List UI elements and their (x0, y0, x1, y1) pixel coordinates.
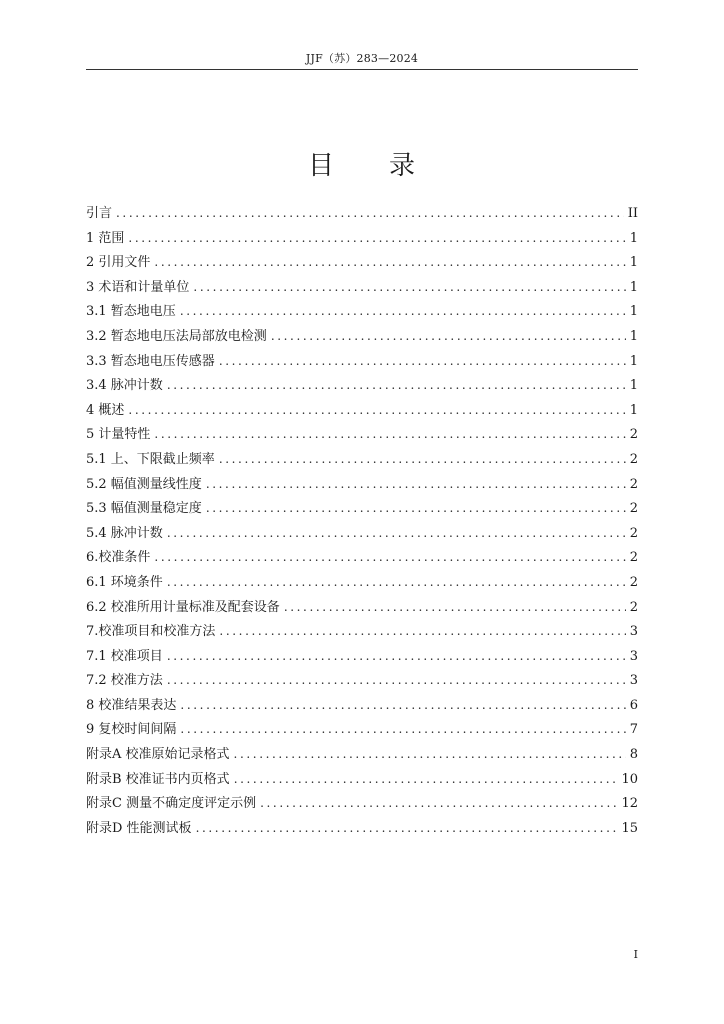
toc-entry-label: 8 校准结果表达 (86, 697, 177, 713)
toc-leader-dots (260, 791, 617, 816)
toc-leader-dots (180, 693, 625, 718)
header-rule (86, 69, 638, 70)
toc-leader-dots (167, 373, 626, 398)
toc-entry[interactable] (86, 570, 638, 595)
toc-entry-label: 5.4 脉冲计数 (86, 525, 163, 541)
toc-entry-page: 1 (629, 353, 638, 369)
toc-leader-dots (219, 349, 626, 374)
toc-leader-dots (128, 226, 625, 251)
toc-leader-dots (154, 422, 625, 447)
toc-entry-label: 6.2 校准所用计量标准及配套设备 (86, 599, 280, 615)
toc-entry-label: 5.1 上、下限截止频率 (86, 451, 215, 467)
toc-leader-dots (219, 619, 625, 644)
toc-leader-dots (219, 447, 626, 472)
toc-leader-dots (193, 275, 625, 300)
toc-entry-page: 1 (629, 279, 638, 295)
toc-entry[interactable] (86, 521, 638, 546)
toc-leader-dots (180, 299, 626, 324)
toc-entry[interactable] (86, 250, 638, 275)
toc-entry[interactable] (86, 767, 638, 792)
toc-entry-page: 3 (629, 648, 638, 664)
toc-entry[interactable] (86, 324, 638, 349)
toc-entry-page: 1 (629, 230, 638, 246)
toc-entry[interactable] (86, 226, 638, 251)
toc-leader-dots (234, 742, 626, 767)
toc-entry-label: 附录B 校准证书内页格式 (86, 771, 230, 787)
toc-entry-label: 1 范围 (86, 230, 125, 246)
toc-leader-dots (271, 324, 626, 349)
toc-entry-label: 3 术语和计量单位 (86, 279, 190, 295)
toc-leader-dots (167, 570, 626, 595)
title-char-2: 录 (389, 151, 417, 182)
toc-leader-dots (154, 545, 625, 570)
toc-entry-label: 附录C 测量不确定度评定示例 (86, 796, 257, 812)
toc-entry-page: 1 (629, 402, 638, 418)
page-number: I (633, 948, 638, 961)
toc-entry-page: 2 (629, 599, 638, 615)
toc-entry[interactable] (86, 275, 638, 300)
toc-entry[interactable] (86, 816, 638, 841)
toc-entry-page: 2 (629, 427, 638, 443)
toc-entry-label: 7.校准项目和校准方法 (86, 624, 216, 640)
toc-entry[interactable] (86, 398, 638, 423)
toc-entry[interactable] (86, 791, 638, 816)
toc-entry[interactable] (86, 373, 638, 398)
toc-entry-label: 6.校准条件 (86, 550, 151, 566)
toc-entry-page: 2 (629, 451, 638, 467)
toc-entry-page: 6 (629, 697, 638, 713)
toc-entry-page: 2 (629, 501, 638, 517)
toc-entry-label: 9 复校时间间隔 (86, 722, 177, 738)
toc-entry[interactable] (86, 644, 638, 669)
table-of-contents (86, 201, 638, 840)
toc-entry[interactable] (86, 447, 638, 472)
toc-entry[interactable] (86, 299, 638, 324)
toc-entry[interactable] (86, 717, 638, 742)
toc-entry-label: 5.3 幅值测量稳定度 (86, 501, 202, 517)
toc-entry-label: 7.2 校准方法 (86, 673, 163, 689)
toc-entry-page: 2 (629, 550, 638, 566)
toc-entry-page: 3 (629, 673, 638, 689)
toc-leader-dots (196, 816, 618, 841)
toc-entry-label: 5.2 幅值测量线性度 (86, 476, 202, 492)
toc-entry-label: 3.2 暂态地电压法局部放电检测 (86, 328, 267, 344)
toc-entry-label: 引言 (86, 206, 113, 221)
toc-entry-label: 附录D 性能测试板 (86, 820, 192, 836)
toc-entry-page: 2 (629, 525, 638, 541)
toc-entry-page: 2 (629, 476, 638, 492)
toc-entry[interactable] (86, 742, 638, 767)
toc-leader-dots (167, 521, 626, 546)
toc-entry-label: 6.1 环境条件 (86, 574, 163, 590)
toc-entry-page: 7 (629, 722, 638, 738)
toc-entry-label: 3.4 脉冲计数 (86, 378, 163, 394)
toc-leader-dots (128, 398, 625, 423)
toc-entry[interactable] (86, 349, 638, 374)
toc-entry-page: 15 (621, 820, 638, 836)
toc-entry-page: 3 (629, 624, 638, 640)
page-title (0, 145, 724, 182)
toc-leader-dots (234, 767, 618, 792)
toc-entry[interactable] (86, 545, 638, 570)
toc-entry-page: 2 (629, 574, 638, 590)
toc-entry-page: 8 (629, 747, 638, 763)
toc-leader-dots (206, 472, 626, 497)
toc-entry-label: 附录A 校准原始记录格式 (86, 747, 230, 763)
toc-entry-label: 3.3 暂态地电压传感器 (86, 353, 215, 369)
toc-entry-page: 1 (629, 328, 638, 344)
toc-entry[interactable] (86, 693, 638, 718)
toc-entry-page: 12 (621, 796, 638, 812)
toc-leader-dots (206, 496, 626, 521)
toc-entry[interactable] (86, 201, 638, 226)
toc-entry-page: 10 (621, 771, 638, 787)
toc-entry[interactable] (86, 472, 638, 497)
toc-entry-page: II (627, 206, 638, 221)
toc-entry-label: 3.1 暂态地电压 (86, 304, 176, 320)
title-char-1: 目 (307, 151, 335, 182)
toc-entry-page: 1 (629, 255, 638, 271)
toc-entry-page: 1 (629, 304, 638, 320)
toc-leader-dots (284, 595, 626, 620)
toc-entry[interactable] (86, 595, 638, 620)
toc-entry[interactable] (86, 668, 638, 693)
toc-entry[interactable] (86, 619, 638, 644)
toc-entry-label: 4 概述 (86, 402, 125, 418)
toc-leader-dots (167, 644, 626, 669)
toc-leader-dots (167, 668, 626, 693)
toc-entry-label: 2 引用文件 (86, 255, 151, 271)
running-header: JJF（苏）283—2024 (305, 52, 419, 65)
toc-entry-page: 1 (629, 378, 638, 394)
toc-entry[interactable] (86, 422, 638, 447)
toc-leader-dots (116, 201, 624, 226)
toc-entry-label: 5 计量特性 (86, 427, 151, 443)
toc-leader-dots (154, 250, 625, 275)
toc-leader-dots (180, 717, 625, 742)
toc-entry[interactable] (86, 496, 638, 521)
toc-entry-label: 7.1 校准项目 (86, 648, 163, 664)
